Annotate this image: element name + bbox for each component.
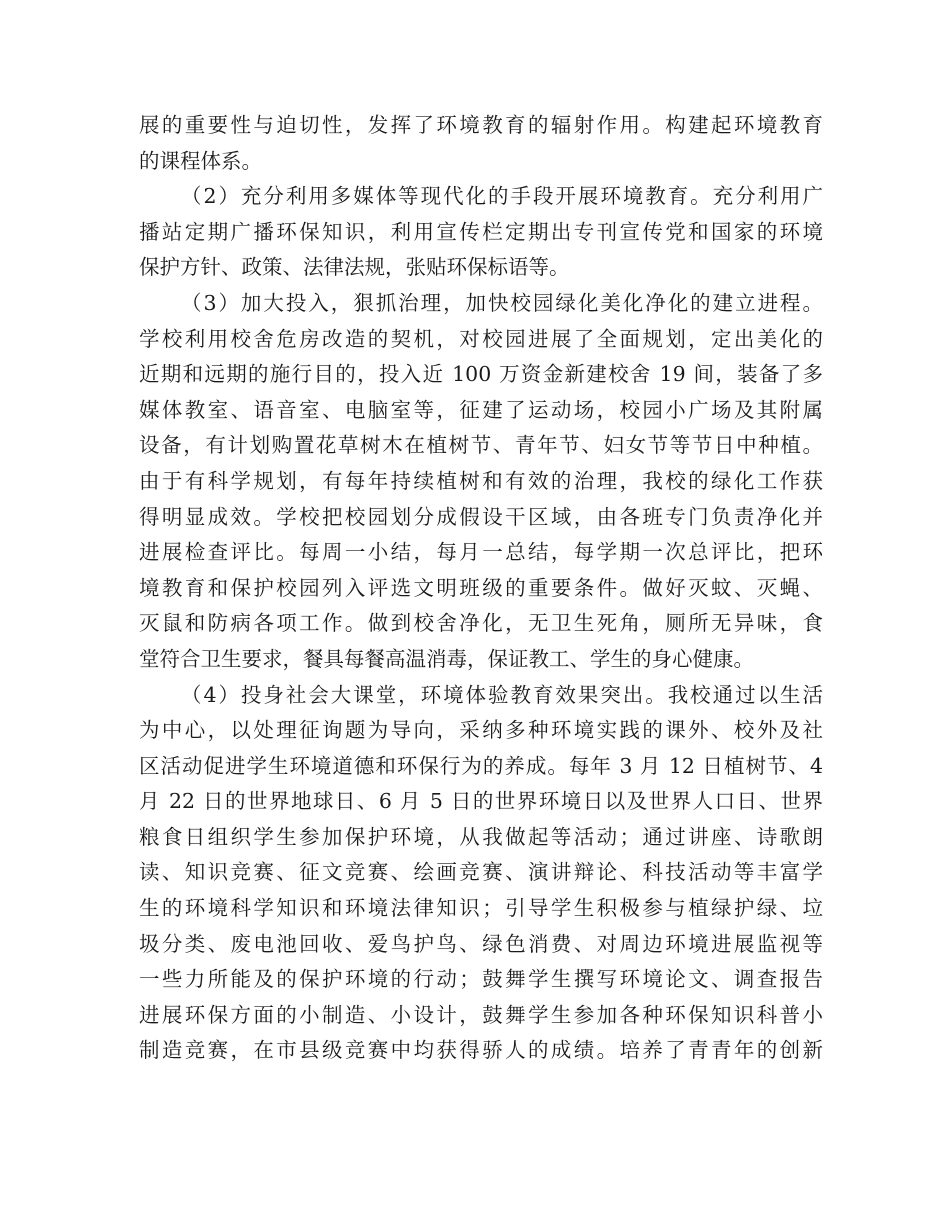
text-line: 的课程体系。 xyxy=(139,148,262,173)
text-line: 展的重要性与迫切性，发挥了环境教育的辐射作用。构建起环境教育 xyxy=(139,113,823,137)
text-line: （3）加大投入，狠抓治理，加快校园绿化美化净化的建立进程。 xyxy=(181,290,823,315)
text-line: 媒体教室、语音室、电脑室等，征建了运动场，校园小广场及其附属 xyxy=(139,397,823,422)
body-text xyxy=(139,108,823,1069)
text-line: 学校利用校舍危房改造的契机，对校园进展了全面规划，定出美化的 xyxy=(139,326,823,351)
text-line: 灭鼠和防病各项工作。做到校舍净化，无卫生死角，厕所无异味，食 xyxy=(139,611,823,636)
text-line: 得明显成效。学校把校园划分成假设干区域，由各班专门负责净化并 xyxy=(139,504,823,529)
text-line: 为中心，以处理征询题为导向，采纳多种环境实践的课外、校外及社 xyxy=(139,718,823,743)
text-line: 近期和远期的施行目的，投入近 100 万资金新建校舍 19 间，装备了多 xyxy=(139,362,823,387)
text-line: 读、知识竞赛、征文竞赛、绘画竞赛、演讲辩论、科技活动等丰富学 xyxy=(139,860,823,885)
text-line: 粮食日组织学生参加保护环境，从我做起等活动；通过讲座、诗歌朗 xyxy=(139,824,823,849)
text-line: 播站定期广播环保知识，利用宣传栏定期出专刊宣传党和国家的环境 xyxy=(139,219,823,244)
text-line: 区活动促进学生环境道德和环保行为的养成。每年 3 月 12 日植树节、4 xyxy=(139,753,823,778)
text-line: 保护方针、政策、法律法规，张贴环保标语等。 xyxy=(139,255,570,280)
text-line: 境教育和保护校园列入评选文明班级的重要条件。做好灭蚊、灭蝇、 xyxy=(139,575,823,600)
text-line: 堂符合卫生要求，餐具每餐高温消毒，保证教工、学生的身心健康。 xyxy=(139,646,754,671)
text-line: 一些力所能及的保护环境的行动；鼓舞学生撰写环境论文、调查报告 xyxy=(139,967,823,992)
text-line: 由于有科学规划，有每年持续植树和有效的治理，我校的绿化工作获 xyxy=(139,468,823,493)
text-line: 进展检查评比。每周一小结，每月一总结，每学期一次总评比，把环 xyxy=(139,540,823,565)
text-line: 设备，有计划购置花草树木在植树节、青年节、妇女节等节日中种植。 xyxy=(139,433,823,458)
text-line: 圾分类、废电池回收、爱鸟护鸟、绿色消费、对周边环境进展监视等 xyxy=(139,931,823,956)
text-line: 生的环境科学知识和环境法律知识；引导学生积极参与植绿护绿、垃 xyxy=(139,896,823,921)
text-line: （4）投身社会大课堂，环境体验教育效果突出。我校通过以生活 xyxy=(181,682,823,707)
text-line: 制造竞赛，在市县级竞赛中均获得骄人的成绩。培养了青青年的创新 xyxy=(139,1038,823,1063)
text-line: 进展环保方面的小制造、小设计，鼓舞学生参加各种环保知识科普小 xyxy=(139,1002,823,1027)
text-line: 月 22 日的世界地球日、6 月 5 日的世界环境日以及世界人口日、世界 xyxy=(139,789,823,814)
text-line: （2）充分利用多媒体等现代化的手段开展环境教育。充分利用广 xyxy=(181,184,823,209)
